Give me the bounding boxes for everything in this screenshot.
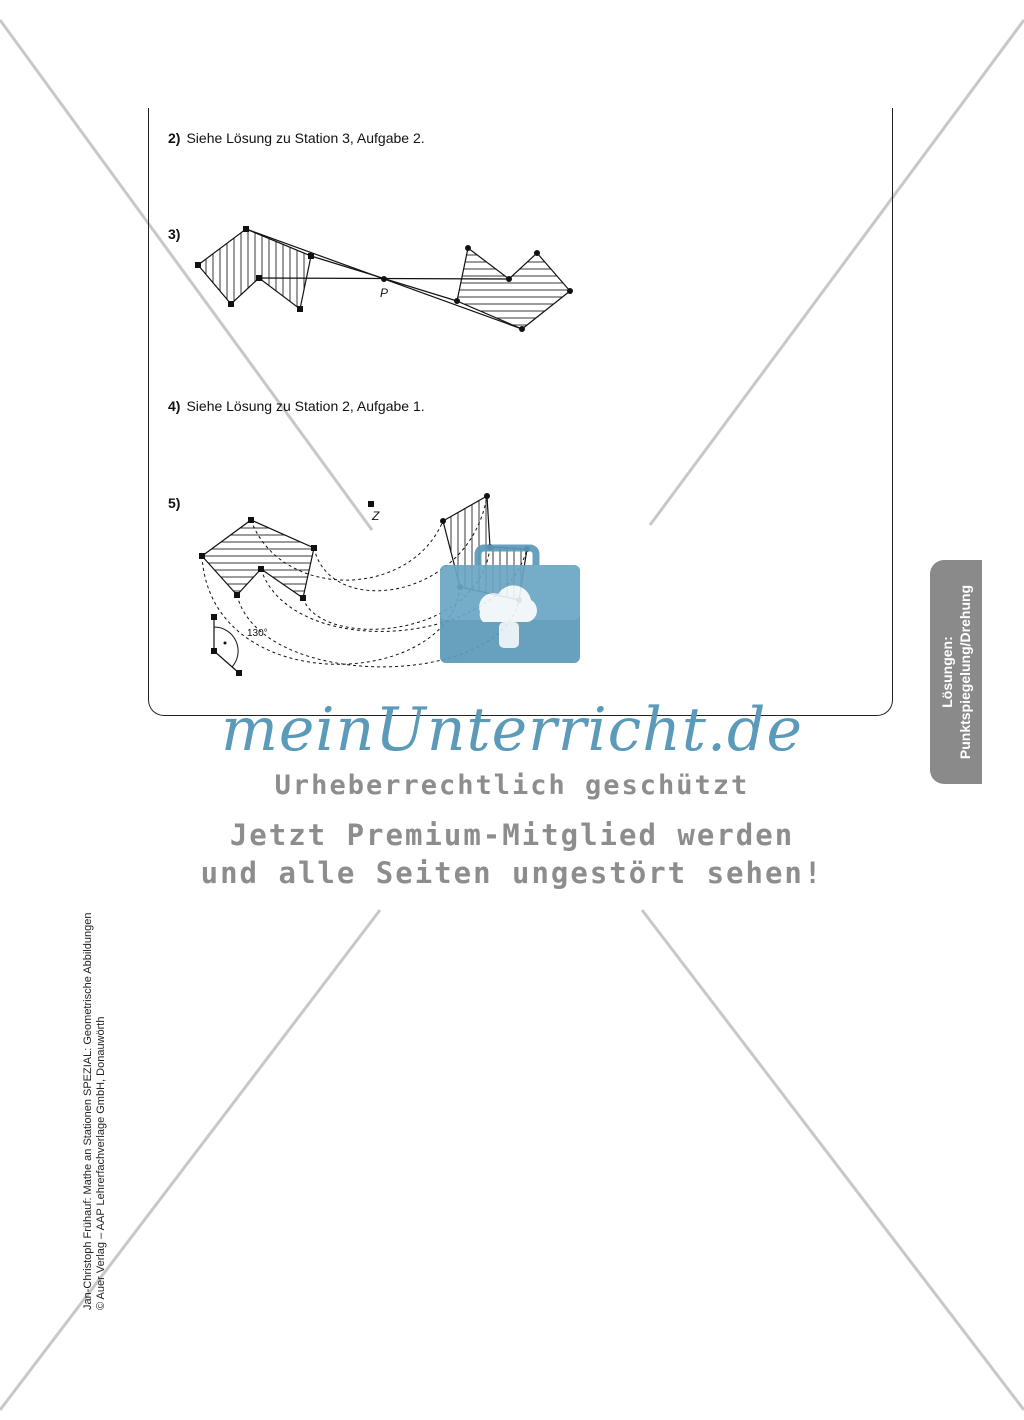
vertex-square (234, 592, 240, 598)
watermark-promo-line1: Jetzt Premium-Mitglied werden (229, 818, 795, 852)
image-polygon (457, 248, 570, 329)
vertex-square (228, 301, 234, 307)
vertex-square (256, 275, 262, 281)
vertex-square (248, 517, 254, 523)
vertex-square (300, 595, 306, 601)
vertex-dot (454, 298, 460, 304)
vertex-square (243, 226, 249, 232)
watermark-copyright: Urheberrechtlich geschützt (274, 770, 750, 801)
vertex-dot (567, 288, 573, 294)
side-tab-line1: Lösungen: (939, 636, 955, 708)
vertex-dot (440, 518, 446, 524)
vertex-square (195, 262, 201, 268)
credits-line2: © Auer Verlag – AAP Lehrerfachverlage GmbH, Donauwörth (95, 1016, 107, 1310)
task-2-number: 2) (168, 130, 181, 146)
credits-line1: Jan-Christoph Frühauf: Mathe an Stationen SPEZIAL: Geometrische Abbildungen (82, 912, 94, 1310)
label-p: P (380, 286, 389, 300)
task-4-number: 4) (168, 398, 181, 414)
vertex-square (258, 566, 264, 572)
task-5-number: 5) (168, 495, 181, 511)
center-point-p (381, 276, 387, 282)
vertex-dot (519, 326, 525, 332)
side-tab-line2: Punktspiegelung/Drehung (957, 584, 973, 760)
vertex-square (199, 553, 205, 559)
vertex-dot (506, 276, 512, 282)
vertex-square (311, 545, 317, 551)
vertex-dot (465, 245, 471, 251)
angle-label: 130° (247, 628, 268, 639)
watermark-promo-line2: und alle Seiten ungestört sehen! (200, 856, 824, 890)
original-polygon (198, 229, 311, 309)
vertex-dot (534, 250, 540, 256)
angle-marker (211, 614, 268, 676)
task-2-text: Siehe Lösung zu Station 3, Aufgabe 2. (186, 130, 425, 146)
figure-3-point-reflection (195, 226, 573, 332)
vertex-square (297, 306, 303, 312)
task-3-number: 3) (168, 226, 181, 242)
vertex-square (308, 253, 314, 259)
briefcase-logo-icon (440, 548, 580, 663)
label-z: Z (372, 509, 380, 523)
original-polygon (202, 520, 314, 598)
vertex-dot (484, 493, 490, 499)
center-point-z (368, 501, 374, 507)
task-4-text: Siehe Lösung zu Station 2, Aufgabe 1. (186, 398, 425, 414)
watermark-brand: meinUnterricht.de (221, 695, 803, 765)
